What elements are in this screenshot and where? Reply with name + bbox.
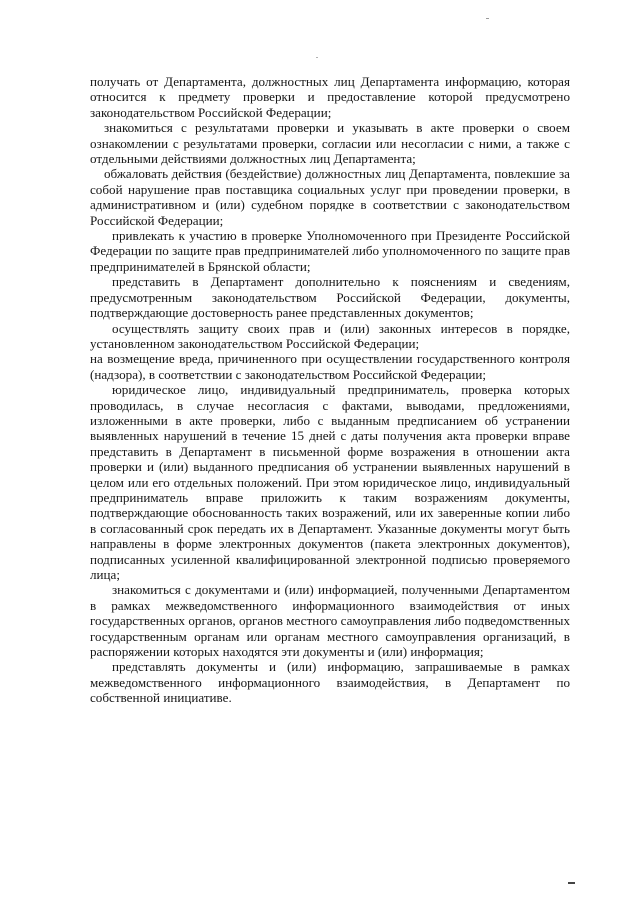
paragraph-protect-rights: осуществлять защиту своих прав и (или) законных интересов в порядке, установленном законодательством Российской Федерации; [90, 320, 570, 351]
paragraph-involve-ombudsman: привлекать к участию в проверке Уполномоченного при Президенте Российской Федерации по защите прав предпринимателей либо уполномоченного по защите прав предпринимателей в Брянской области; [90, 228, 570, 274]
paragraph-damage-compensation: на возмещение вреда, причиненного при осуществлении государственного контроля (надзора), в соответствии с законодательством Российской Федерации; [90, 351, 570, 382]
scan-speck [486, 18, 489, 19]
scan-speck [316, 57, 318, 58]
paragraph-objections: юридическое лицо, индивидуальный предприниматель, проверка которых проводилась, в случае несогласия с фактами, выводами, предложениями, изложенными в акте проверки, либо с выданным предписанием об устранении выявленных нарушений в течение 15 дней с даты получения акта проверки вправе представить в Департамент в письменной форме возражения в отношении акта проверки и (или) выданного предписания об устранении выявленных нарушений в целом или его отдельных положений. При этом юридическое лицо, индивидуальный предприниматель вправе приложить к таким возражениям документы, подтверждающие обоснованность таких возражений, или их заверенные копии либо в согласованный срок передать их в Департамент. Указанные документы могут быть направлены в форме электронных документов (пакета электронных документов), подписанных усиленной квалифицированной электронной подписью проверяемого лица; [90, 382, 570, 582]
paragraph-view-interagency-docs: знакомиться с документами и (или) информацией, полученными Департаментом в рамках межведомственного информационного взаимодействия от иных государственных органов, органов местного самоуправления либо подведомственных государственным органам или органам местного самоуправления организаций, в распоряжении которых находятся эти документы и (или) информация; [90, 582, 570, 660]
paragraph-appeal-actions: обжаловать действия (бездействие) должностных лиц Департамента, повлекшие за собой нарушение прав поставщика социальных услуг при проведении проверки, в административном и (или) судебном порядке в соответствии с законодательством Российской Федерации; [90, 166, 570, 228]
document-body [90, 74, 570, 706]
paragraph-submit-documents: представить в Департамент дополнительно к пояснениям и сведениям, предусмотренным законодательством Российской Федерации, документы, подтверждающие достоверность ранее представленных документов; [90, 274, 570, 321]
paragraph-provide-own-initiative: представлять документы и (или) информацию, запрашиваемые в рамках межведомственного информационного взаимодействия, в Департамент по собственной инициативе. [90, 659, 570, 706]
paragraph-review-results: знакомиться с результатами проверки и указывать в акте проверки о своем ознакомлении с результатами проверки, согласии или несогласии с ними, а также с отдельными действиями должностных лиц Департамента; [90, 120, 570, 167]
paragraph-receive-information: получать от Департамента, должностных лиц Департамента информацию, которая относится к предмету проверки и предоставление которой предусмотрено законодательством Российской Федерации; [90, 74, 570, 120]
page-corner-mark [568, 882, 575, 884]
